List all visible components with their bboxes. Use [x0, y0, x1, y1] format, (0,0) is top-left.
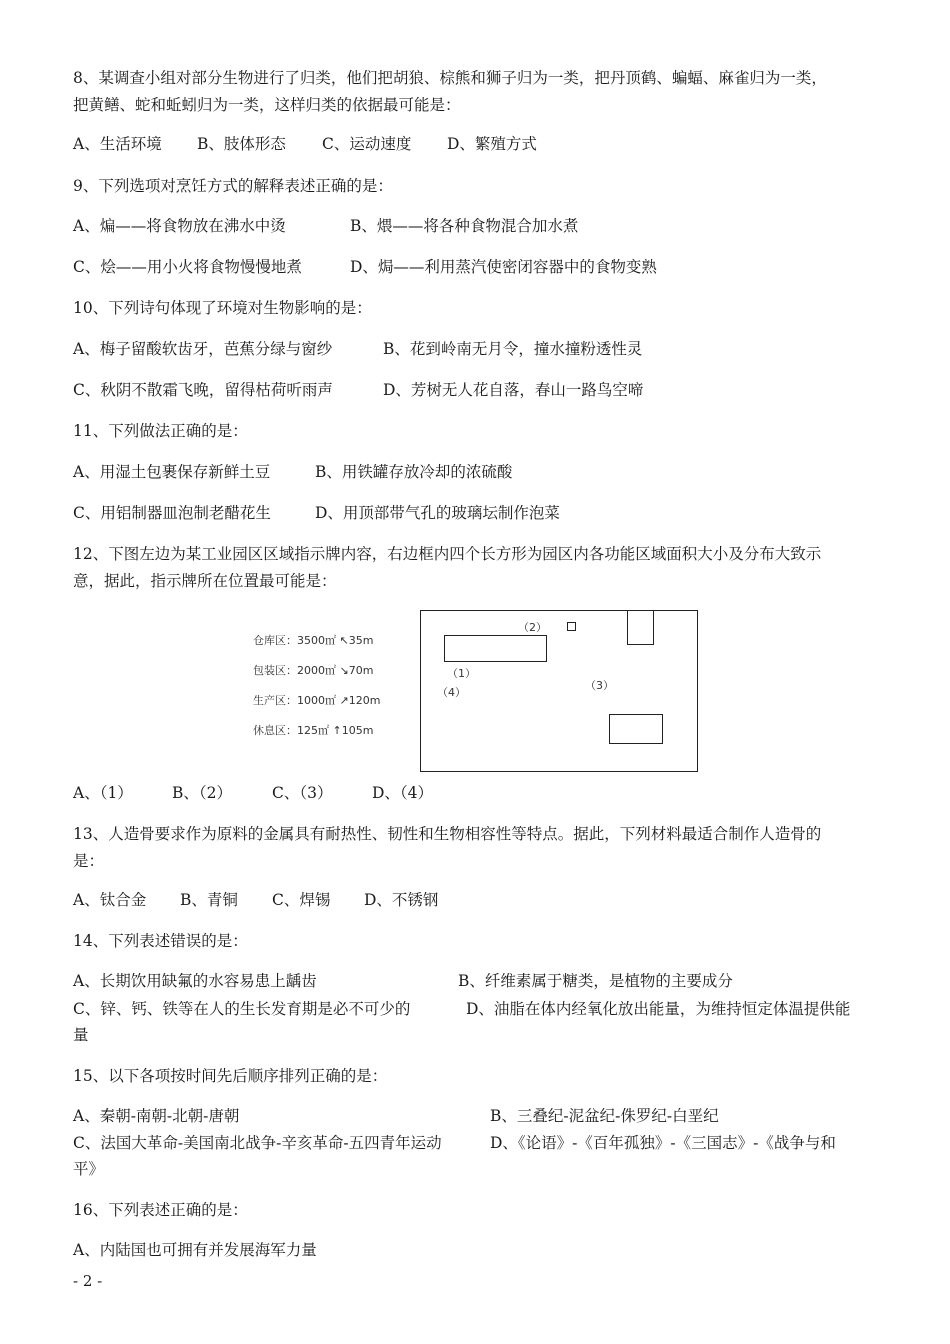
q13-stem-line2: 是： [73, 852, 105, 870]
legend-warehouse: 仓库区：3500㎡ ↖35m [253, 634, 374, 647]
q15-option-c: C、法国大革命-美国南北战争-辛亥革命-五四青年运动 [73, 1134, 442, 1152]
q8-stem-line2: 把黄鳝、蛇和蚯蚓归为一类，这样归类的依据最可能是： [73, 96, 461, 114]
q12-option-d: D、（4） [372, 784, 434, 802]
q11-option-a: A、用湿土包裹保存新鲜土豆 [73, 463, 271, 481]
q14-stem: 14、下列表述错误的是： [73, 932, 248, 950]
label-3: （3） [585, 679, 614, 692]
q9-stem: 9、下列选项对烹饪方式的解释表述正确的是： [73, 177, 393, 195]
q16-stem: 16、下列表述正确的是： [73, 1201, 248, 1219]
q14-option-b: B、纤维素属于糖类，是植物的主要成分 [458, 972, 733, 990]
q15-option-d-line1: D、《论语》-《百年孤独》-《三国志》-《战争与和 [490, 1134, 836, 1152]
q12-stem-line2: 意，据此，指示牌所在位置最可能是： [73, 572, 337, 590]
small-square [567, 622, 576, 631]
q12-option-b: B、（2） [172, 784, 233, 802]
q11-stem: 11、下列做法正确的是： [73, 422, 248, 440]
q13-option-c: C、焊锡 [272, 891, 331, 909]
q12-option-a: A、（1） [73, 784, 133, 802]
area-rect-wide [444, 635, 547, 662]
area-rect-lower [609, 714, 663, 744]
q15-stem: 15、以下各项按时间先后顺序排列正确的是： [73, 1067, 388, 1085]
q15-option-b: B、三叠纪-泥盆纪-侏罗纪-白垩纪 [490, 1107, 719, 1125]
q10-option-b: B、花到岭南无月令，撞水撞粉透性灵 [383, 340, 643, 358]
q8-option-c: C、运动速度 [322, 135, 412, 153]
q11-option-d: D、用顶部带气孔的玻璃坛制作泡菜 [315, 504, 560, 522]
q14-option-d-line2: 量 [73, 1026, 89, 1044]
q13-stem-line1: 13、人造骨要求作为原料的金属具有耐热性、韧性和生物相容性等特点。据此，下列材料最适合制作人造骨的 [73, 825, 822, 843]
q8-stem-line1: 8、某调查小组对部分生物进行了归类，他们把胡狼、棕熊和狮子归为一类，把丹顶鹤、蝙蝠、麻雀归为一类， [73, 69, 827, 87]
q14-option-a: A、长期饮用缺氟的水容易患上龋齿 [73, 972, 317, 990]
label-1: （1） [447, 667, 476, 680]
q13-option-a: A、钛合金 [73, 891, 147, 909]
q15-option-a: A、秦朝-南朝-北朝-唐朝 [73, 1107, 240, 1125]
q10-stem: 10、下列诗句体现了环境对生物影响的是： [73, 299, 372, 317]
q9-option-a: A、煸——将食物放在沸水中烫 [73, 217, 286, 235]
q14-option-c: C、锌、钙、铁等在人的生长发育期是必不可少的 [73, 1000, 411, 1018]
q9-option-c: C、烩——用小火将食物慢慢地煮 [73, 258, 302, 276]
legend-packaging: 包装区：2000㎡ ↘70m [253, 664, 374, 677]
q12-stem-line1: 12、下图左边为某工业园区区域指示牌内容，右边框内四个长方形为园区内各功能区域面积大小及分布大致示 [73, 545, 822, 563]
legend-production: 生产区：1000㎡ ↗120m [253, 694, 381, 707]
q13-option-b: B、青铜 [180, 891, 238, 909]
q9-option-d: D、焗——利用蒸汽使密闭容器中的食物变熟 [350, 258, 657, 276]
q8-option-b: B、肢体形态 [197, 135, 286, 153]
q11-option-c: C、用铝制器皿泡制老醋花生 [73, 504, 271, 522]
q10-option-d: D、芳树无人花自落，春山一路鸟空啼 [383, 381, 644, 399]
q11-option-b: B、用铁罐存放冷却的浓硫酸 [315, 463, 513, 481]
area-rect-corner [627, 610, 654, 645]
q15-option-d-line2: 平》 [73, 1160, 105, 1178]
label-2: （2） [518, 621, 547, 634]
page-number: - 2 - [73, 1272, 103, 1290]
q13-option-d: D、不锈钢 [364, 891, 439, 909]
q8-option-d: D、繁殖方式 [447, 135, 537, 153]
q12-option-c: C、（3） [272, 784, 333, 802]
q10-option-a: A、梅子留酸软齿牙，芭蕉分绿与窗纱 [73, 340, 333, 358]
q14-option-d-line1: D、油脂在体内经氧化放出能量，为维持恒定体温提供能 [466, 1000, 851, 1018]
legend-rest: 休息区：125㎡ ↑105m [253, 724, 374, 737]
q16-option-a: A、内陆国也可拥有并发展海军力量 [73, 1241, 317, 1259]
q10-option-c: C、秋阴不散霜飞晚，留得枯荷听雨声 [73, 381, 333, 399]
q8-option-a: A、生活环境 [73, 135, 162, 153]
label-4: （4） [437, 686, 466, 699]
q9-option-b: B、煨——将各种食物混合加水煮 [350, 217, 579, 235]
